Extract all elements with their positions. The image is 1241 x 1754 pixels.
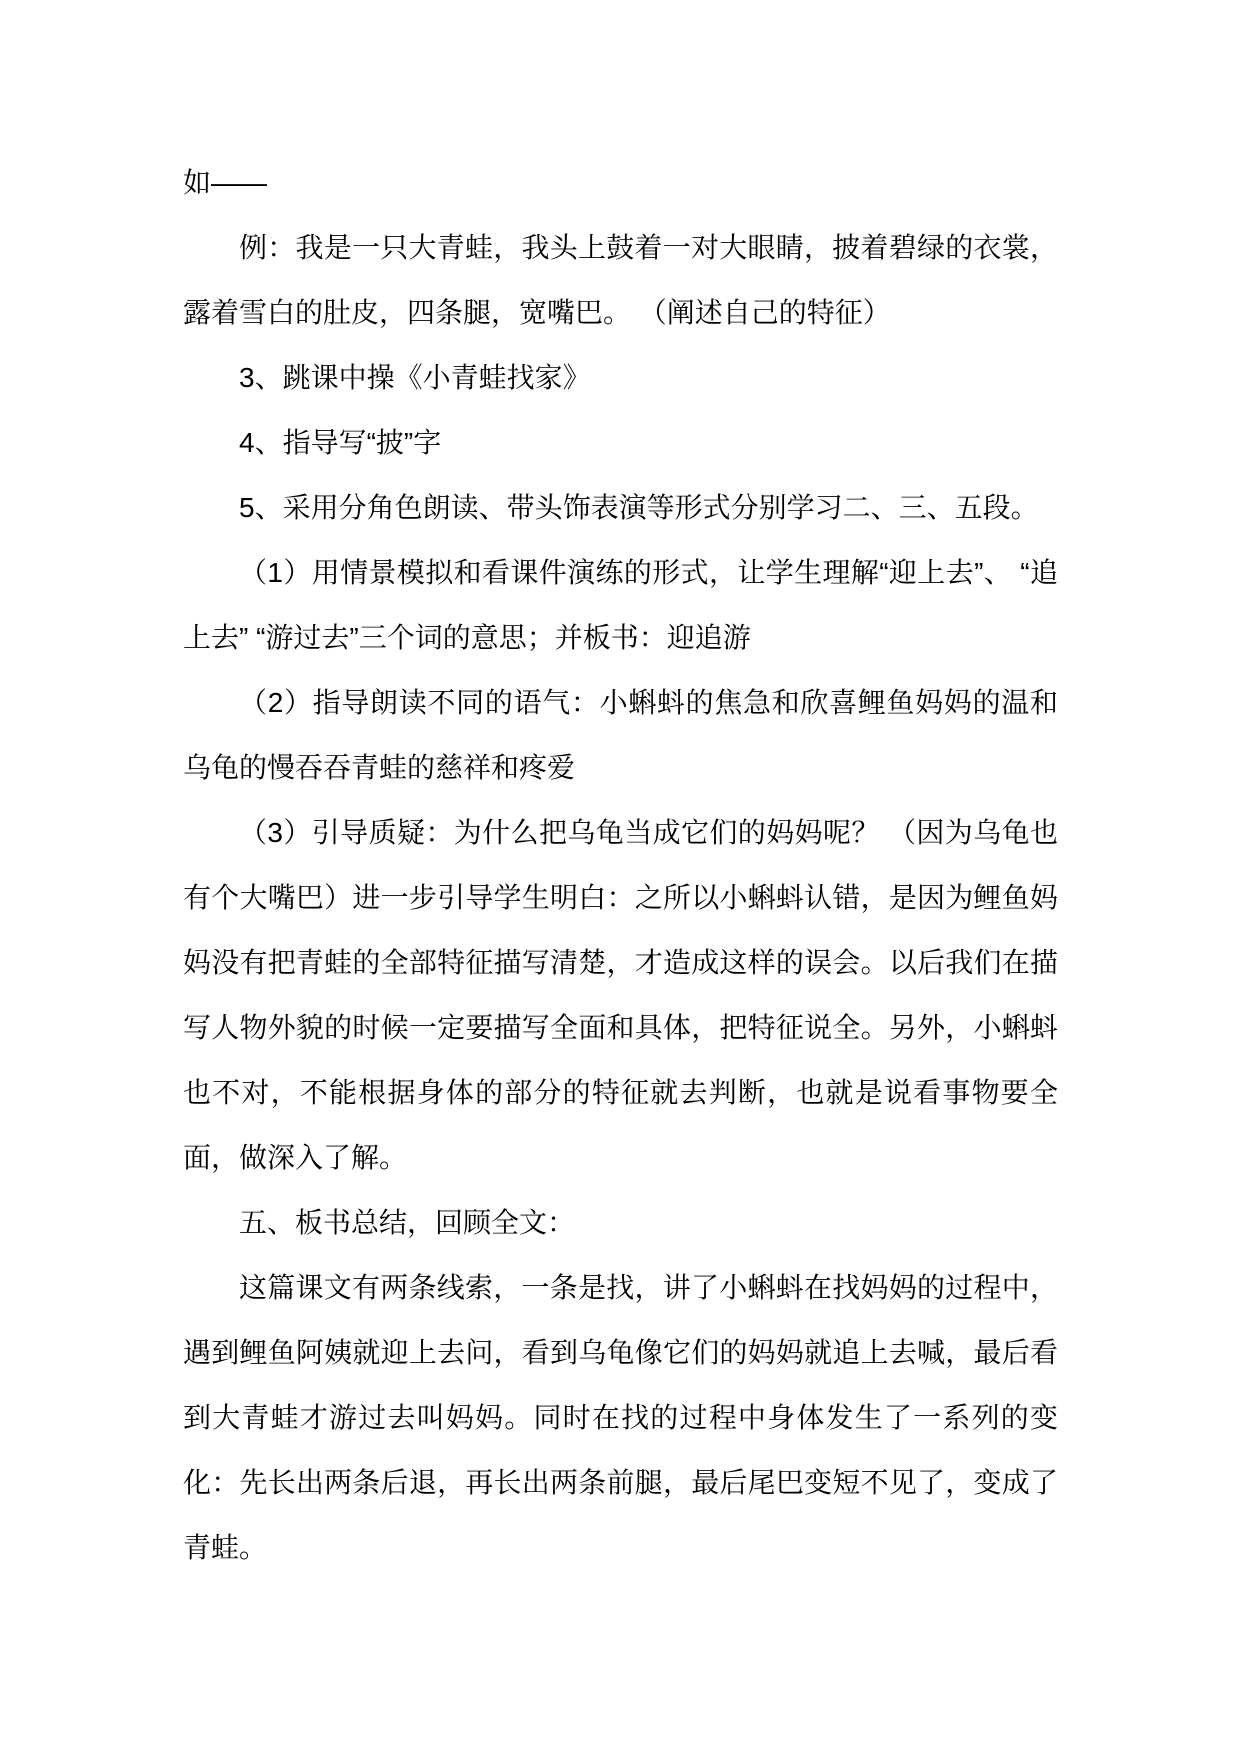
paragraph: 5、采用分角色朗读、带头饰表演等形式分别学习二、三、五段。 [239, 492, 1039, 523]
paragraph: 五、板书总结，回顾全文： [239, 1207, 576, 1238]
document-body [183, 150, 1058, 1580]
paragraph: 这篇课文有两条线索，一条是找，讲了小蝌蚪在找妈妈的过程中，遇到鲤鱼阿姨就迎上去问，看到乌龟像它们的妈妈就追上去喊，最后看到大青蛙才游过去叫妈妈。同时在找的过程中身体发生了一系列的变化：先长出两条后退，再长出两条前腿，最后尾巴变短不见了，变成了青蛙。 [183, 1272, 1058, 1563]
paragraph: （3）引导质疑：为什么把乌龟当成它们的妈妈呢？ （因为乌龟也有个大嘴巴）进一步引导学生明白：之所以小蝌蚪认错，是因为鲤鱼妈妈没有把青蛙的全部特征描写清楚，才造成这样的误会。以后我们在描写人物外貌的时候一定要描写全面和具体，把特征说全。另外，小蝌蚪也不对，不能根据身体的部分的特征就去判断，也就是说看事物要全面，做深入了解。 [183, 817, 1058, 1173]
paragraph: （2）指导朗读不同的语气：小蝌蚪的焦急和欣喜鲤鱼妈妈的温和乌龟的慢吞吞青蛙的慈祥和疼爱 [183, 687, 1058, 783]
paragraph: 3、跳课中操《小青蛙找家》 [239, 362, 591, 393]
paragraph: 4、指导写“披”字 [239, 427, 442, 458]
paragraph: 如—— [183, 167, 268, 198]
paragraph: 例：我是一只大青蛙，我头上鼓着一对大眼睛，披着碧绿的衣裳，露着雪白的肚皮，四条腿，宽嘴巴。 （阐述自己的特征） [183, 232, 1058, 328]
paragraph: （1）用情景模拟和看课件演练的形式，让学生理解“迎上去”、 “追上去” “游过去”三个词的意思；并板书：迎追游 [183, 557, 1058, 653]
